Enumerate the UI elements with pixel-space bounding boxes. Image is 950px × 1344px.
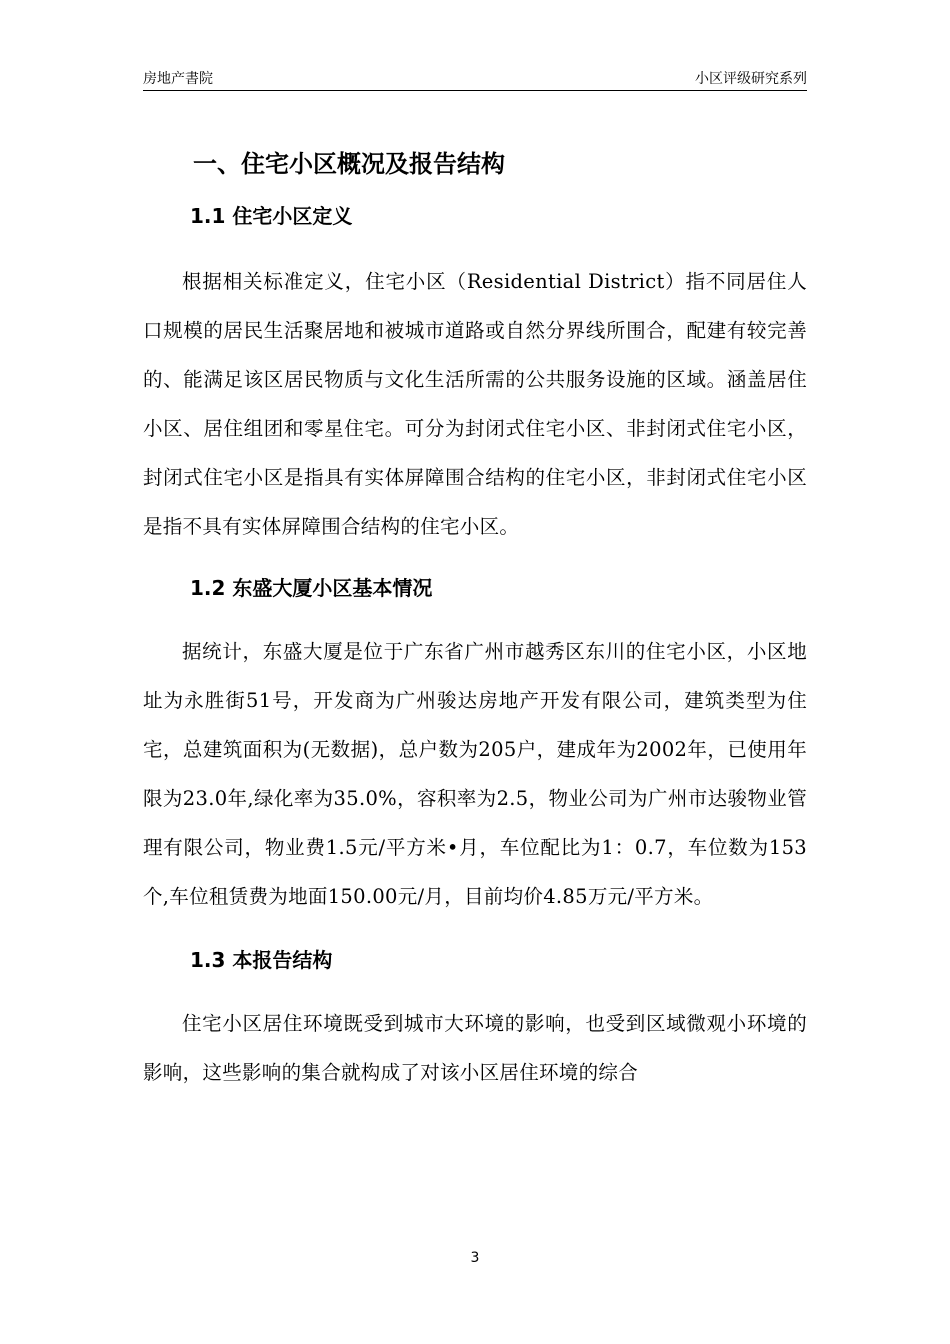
section-paragraph-1-1: 根据相关标准定义，住宅小区（Residential District）指不同居住人口规模的居民生活聚居地和被城市道路或自然分界线所围合，配建有较完善的、能满足该区居民物质与文化生活所需的公共服务设施的区域。涵盖居住小区、居住组团和零星住宅。可分为封闭式住宅小区、非封闭式住宅小区，封闭式住宅小区是指具有实体屏障围合结构的住宅小区，非封闭式住宅小区是指不具有实体屏障围合结构的住宅小区。	[143, 270, 807, 538]
document-body	[143, 140, 807, 1097]
section-heading-1-2: 1.2 东盛大厦小区基本情况	[190, 576, 433, 600]
page-header	[143, 64, 807, 91]
section-paragraph-1-2: 据统计，东盛大厦是位于广东省广州市越秀区东川的住宅小区，小区地址为永胜街51号，开发商为广州骏达房地产开发有限公司，建筑类型为住宅，总建筑面积为(无数据)，总户数为205户，建成年为2002年，已使用年限为23.0年,绿化率为35.0%，容积率为2.5，物业公司为广州市达骏物业管理有限公司，物业费1.5元/平方米•月，车位配比为1：0.7，车位数为153个,车位租赁费为地面150.00元/月，目前均价4.85万元/平方米。	[143, 640, 807, 908]
chapter-title: 一、住宅小区概况及报告结构	[193, 150, 505, 178]
section-heading-1-1: 1.1 住宅小区定义	[190, 204, 353, 228]
section-paragraph-1-3: 住宅小区居住环境既受到城市大环境的影响，也受到区域微观小环境的影响，这些影响的集合就构成了对该小区居住环境的综合	[143, 1012, 807, 1084]
section-heading-1-3: 1.3 本报告结构	[190, 948, 333, 972]
header-right-text: 小区评级研究系列	[695, 71, 807, 87]
page-number: 3	[470, 1250, 480, 1266]
header-left-text: 房地产書院	[143, 71, 213, 87]
